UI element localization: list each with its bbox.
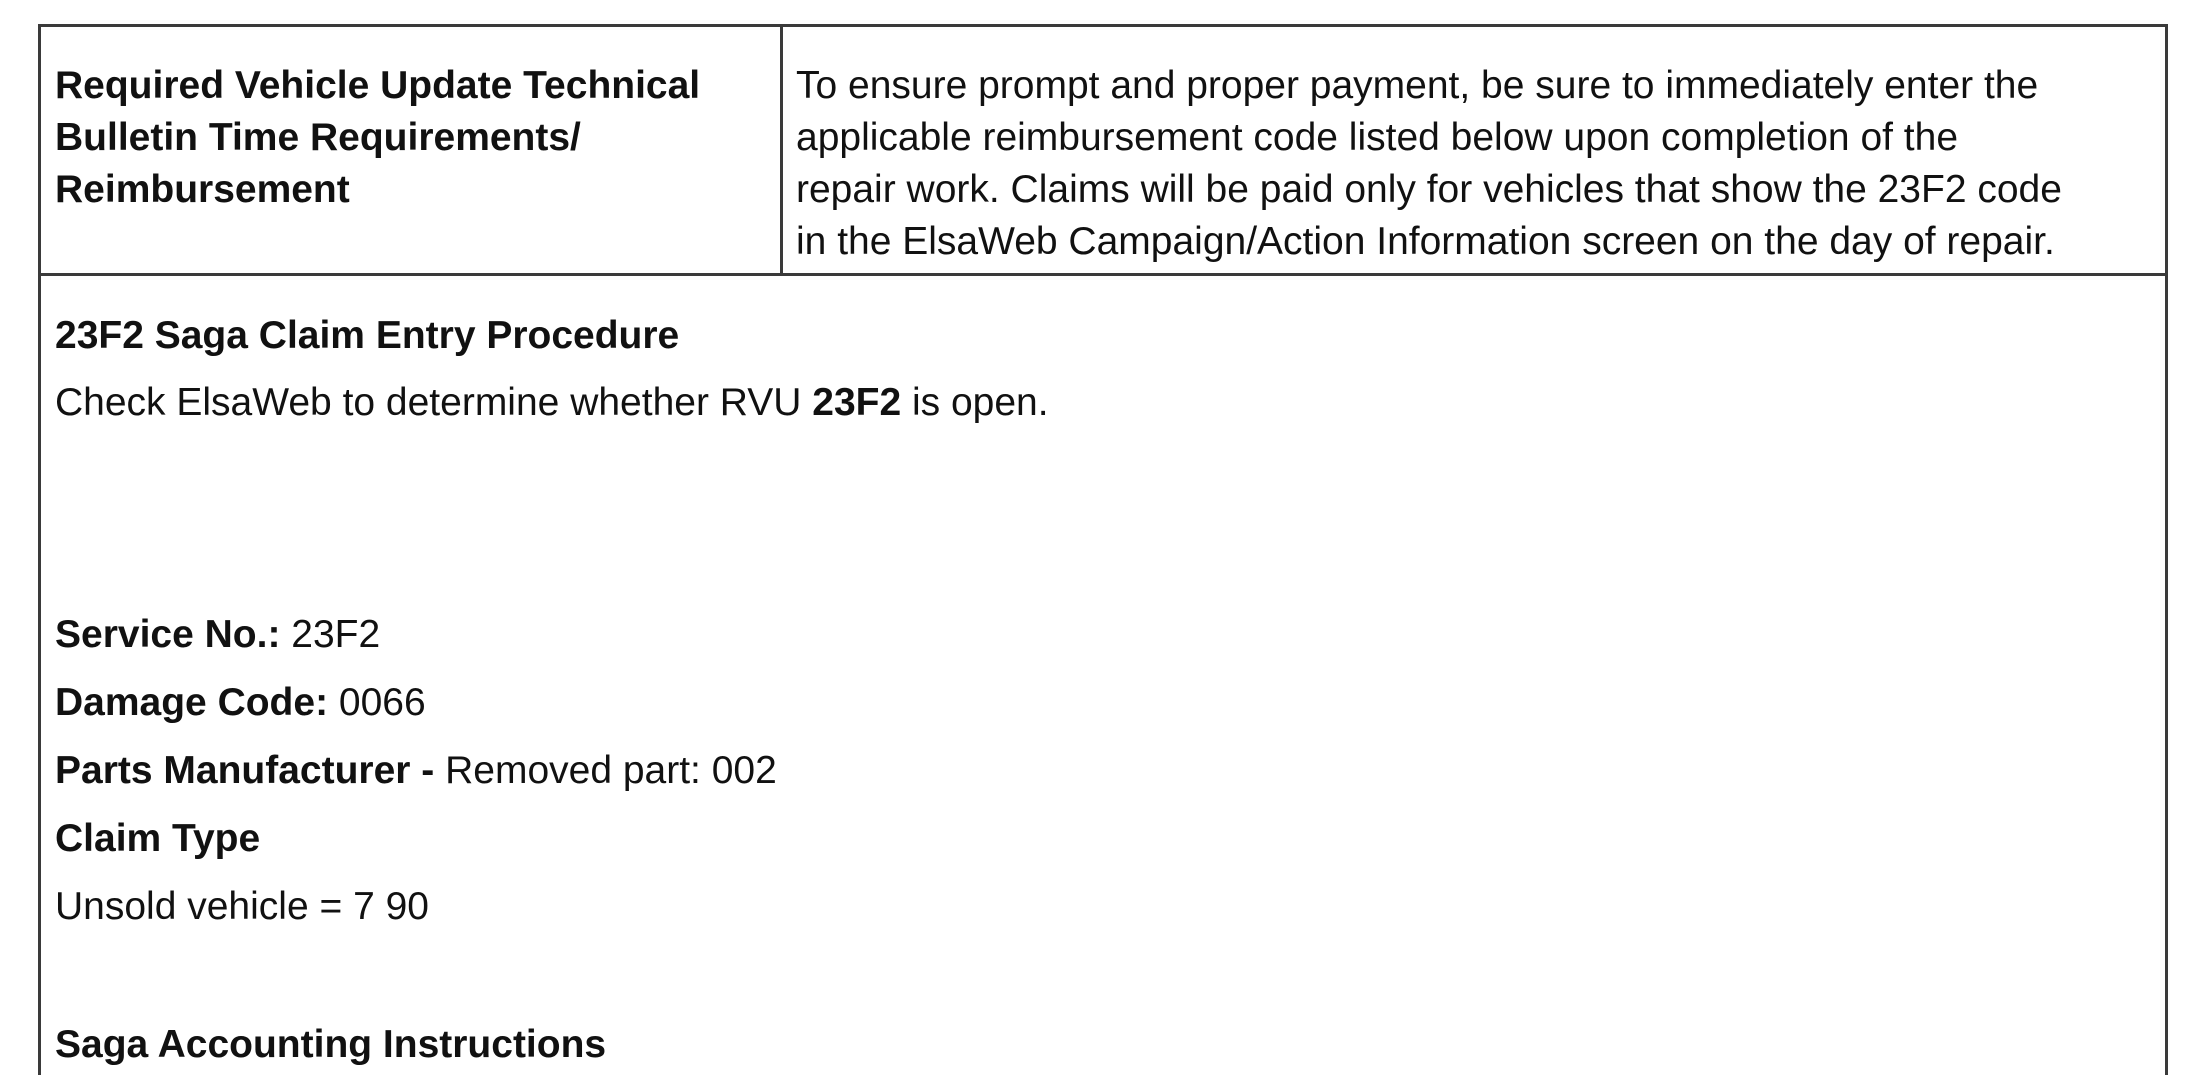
section-heading (41, 27, 783, 273)
damage-code-value: 0066 (328, 681, 426, 724)
claim-type-label: Claim Type (55, 817, 261, 860)
header-row (41, 27, 2165, 276)
section-heading-line: Bulletin Time Requirements/ (55, 116, 581, 159)
bulletin-table (38, 24, 2168, 1075)
rvu-code: 23F2 (812, 381, 902, 424)
section-heading-line: Required Vehicle Update Technical (55, 64, 701, 107)
instruction-line: in the ElsaWeb Campaign/Action Information screen on the day of repair. (796, 220, 2055, 263)
check-elsaweb-line (55, 377, 1049, 429)
instruction-line: applicable reimbursement code listed below upon completion of the (796, 116, 1959, 159)
instruction-line: To ensure prompt and proper payment, be sure to immediately enter the (796, 64, 2039, 107)
service-number-line (55, 609, 380, 661)
check-text: Check ElsaWeb to determine whether RVU (55, 381, 813, 424)
instruction-line: repair work. Claims will be paid only for vehicles that show the 23F2 code (796, 168, 2062, 211)
accounting-instructions-title: Saga Accounting Instructions (55, 1023, 607, 1066)
procedure-title: 23F2 Saga Claim Entry Procedure (55, 314, 680, 357)
check-suffix: is open. (901, 381, 1049, 424)
service-number-label: Service No.: (55, 613, 281, 656)
damage-code-line (55, 677, 426, 729)
parts-manufacturer-label: Parts Manufacturer - (55, 749, 435, 792)
section-heading-line: Reimbursement (55, 168, 350, 211)
damage-code-label: Damage Code: (55, 681, 329, 724)
claim-type-value: Unsold vehicle = 7 90 (55, 885, 429, 928)
service-number-value: 23F2 (280, 613, 381, 656)
parts-manufacturer-value: Removed part: 002 (434, 749, 777, 792)
parts-manufacturer-line (55, 745, 777, 797)
payment-instructions (783, 27, 2165, 273)
